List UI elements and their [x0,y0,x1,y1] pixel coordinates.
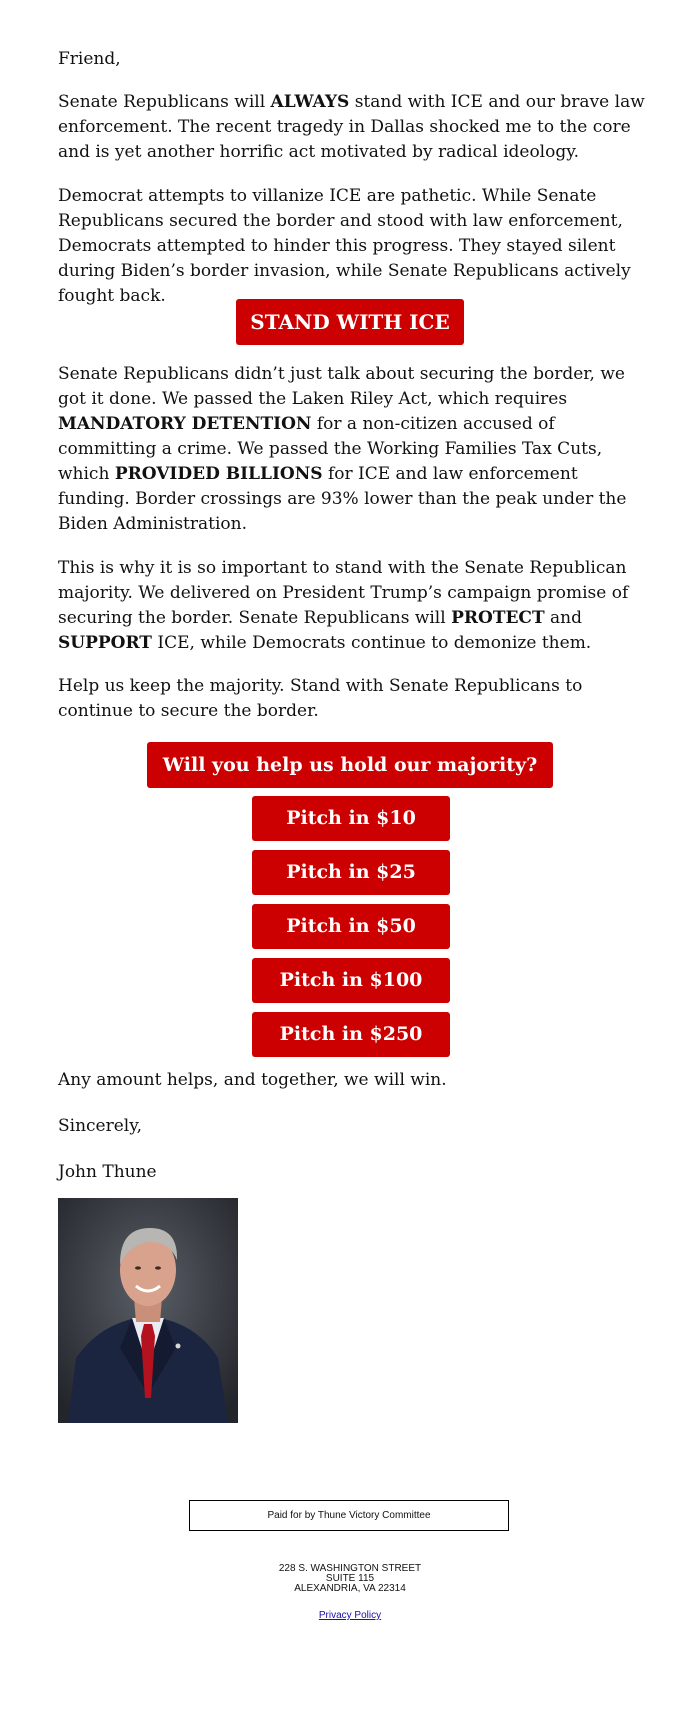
p4-text-a: This is why it is so important to stand with the Senate Republican majority. We delivered on President Trump’s campaign promise of securing the border. Senate Republicans will [58,558,629,628]
signature-name: John Thune [58,1162,157,1182]
donate-25-button[interactable]: Pitch in $25 [252,850,450,895]
address-line-1: 228 S. WASHINGTON STREET [278,1563,422,1574]
donate-10-button[interactable]: Pitch in $10 [252,796,450,841]
p1-emphasis: ALWAYS [270,92,350,112]
privacy-row [0,1610,700,1621]
sincerely: Sincerely, [58,1116,142,1136]
p3-text-c: for a non-citizen accused of committing a crime. We passed the Working Families Tax Cuts, which [58,414,603,484]
donate-250-button[interactable]: Pitch in $250 [252,1012,450,1057]
portrait-photo [58,1198,238,1423]
p3-emphasis-1: MANDATORY DETENTION [58,414,312,434]
p4-text-e: ICE, while Democrats continue to demonize them. [151,633,592,653]
paragraph-4 [58,556,648,656]
stand-with-ice-button[interactable]: STAND WITH ICE [236,299,464,345]
closing-line: Any amount helps, and together, we will win. [58,1070,447,1090]
portrait-illustration [58,1198,238,1423]
p1-text-c: stand with ICE and our brave law enforcement. The recent tragedy in Dallas shocked me to the core and is yet another horrific act motivated by radical ideology. [58,92,645,162]
donate-100-button[interactable]: Pitch in $100 [252,958,450,1003]
p4-emphasis-1: PROTECT [451,608,545,628]
greeting: Friend, [58,49,121,69]
privacy-policy-link[interactable]: Privacy Policy [318,1610,382,1621]
p3-text-e: for ICE and law enforcement funding. Border crossings are 93% lower than the peak under the Biden Administration. [58,464,627,534]
donate-50-button[interactable]: Pitch in $50 [252,904,450,949]
p1-text-a: Senate Republicans will [58,92,271,112]
paragraph-1 [58,90,648,165]
hold-majority-button[interactable]: Will you help us hold our majority? [147,742,553,788]
p3-emphasis-2: PROVIDED BILLIONS [114,464,323,484]
paragraph-5: Help us keep the majority. Stand with Senate Republicans to continue to secure the border. [58,676,583,721]
p3-text-a: Senate Republicans didn’t just talk about securing the border, we got it done. We passed the Laken Riley Act, which requires [58,364,625,409]
address-line-2: SUITE 115 [325,1573,375,1584]
paragraph-3 [58,362,648,537]
p4-text-c: and [544,608,582,628]
p4-emphasis-2: SUPPORT [58,633,152,653]
address-line-3: ALEXANDRIA, VA 22314 [294,1583,406,1594]
paragraph-2: Democrat attempts to villanize ICE are pathetic. While Senate Republicans secured the border and stood with law enforcement, Democrats attempted to hinder this progress. They stayed silent during Biden’s border invasion, while Senate Republicans actively fought back. [58,186,631,306]
paid-for-disclaimer: Paid for by Thune Victory Committee [189,1500,509,1531]
